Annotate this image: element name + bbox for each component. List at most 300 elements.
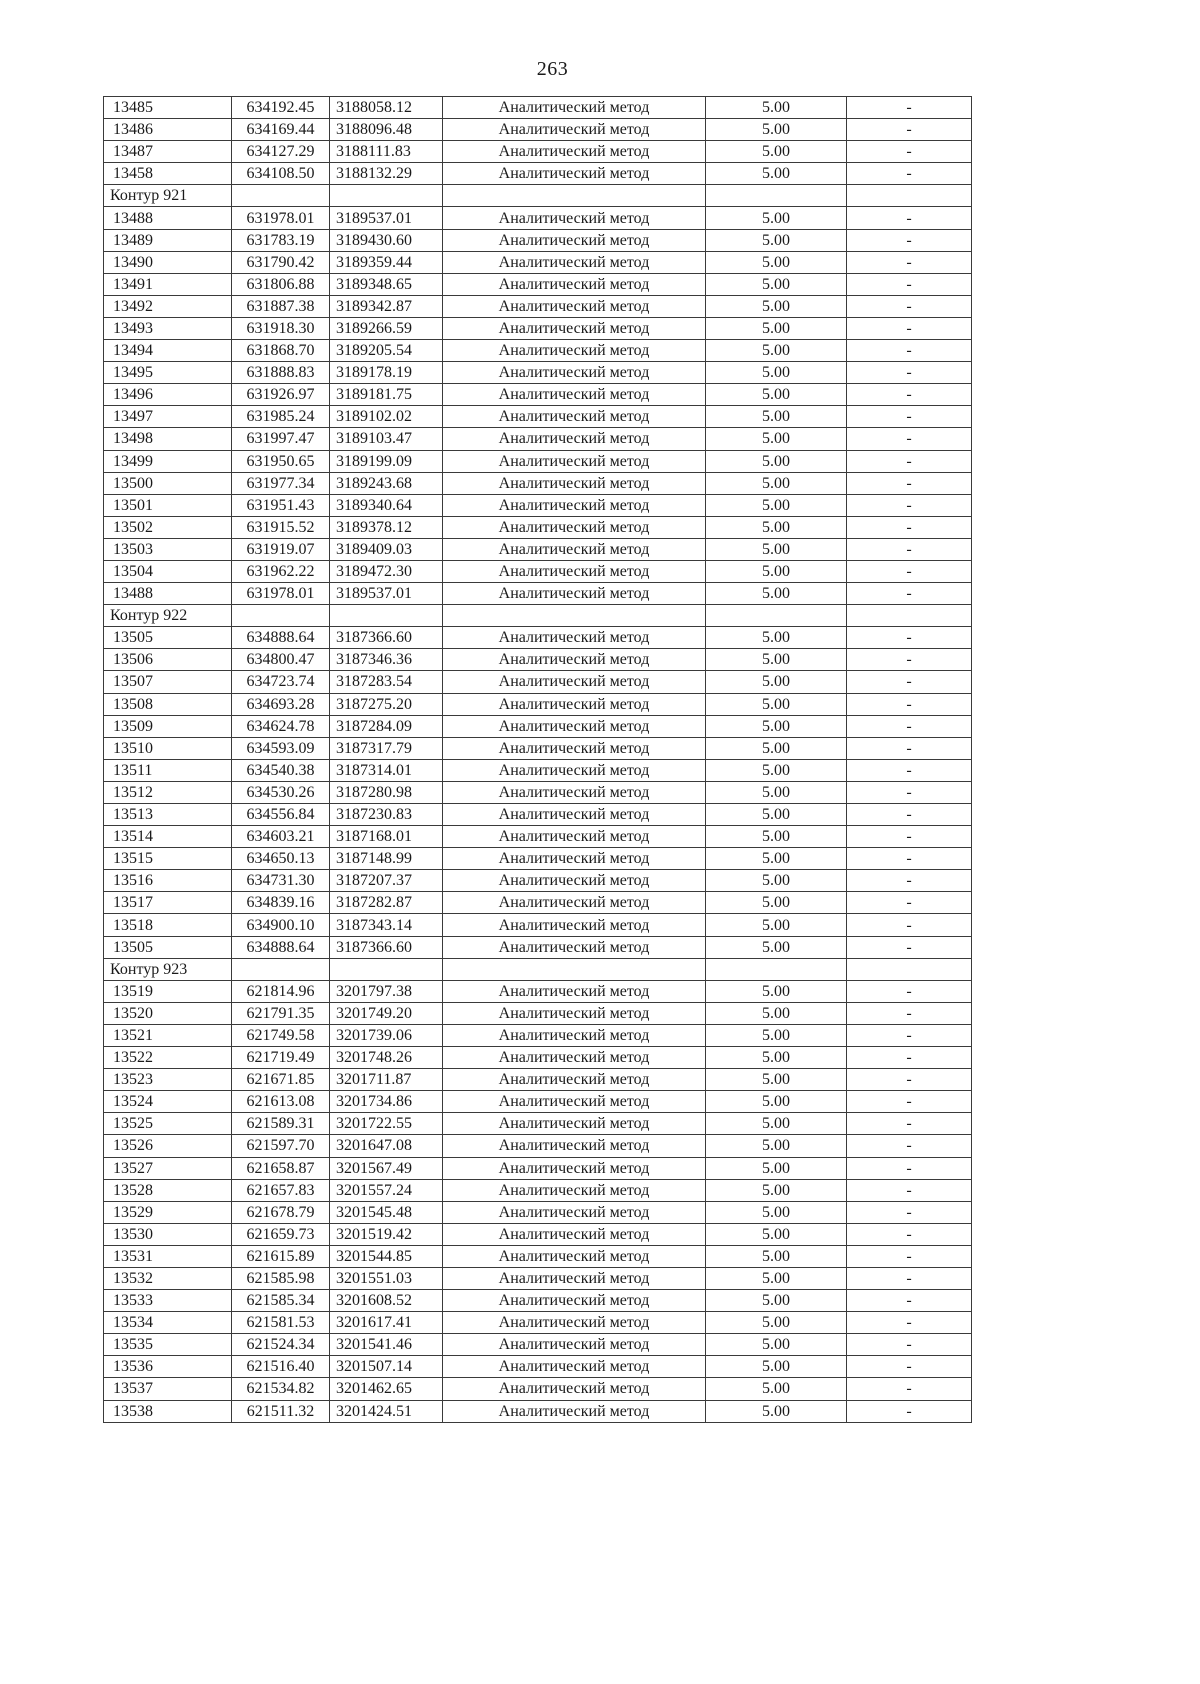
table-row [104, 980, 972, 1002]
description-cell: - [847, 671, 972, 693]
accuracy-cell: 5.00 [706, 1091, 847, 1113]
description-cell: - [847, 1356, 972, 1378]
y-coordinate-cell: 3187343.14 [330, 914, 443, 936]
point-number-cell: 13497 [104, 406, 232, 428]
point-number-cell: 13489 [104, 229, 232, 251]
x-coordinate-cell: 621671.85 [232, 1069, 330, 1091]
empty-cell [443, 958, 706, 980]
point-number-cell: 13508 [104, 693, 232, 715]
point-number-cell: 13502 [104, 516, 232, 538]
point-number-cell: 13506 [104, 649, 232, 671]
x-coordinate-cell: 621657.83 [232, 1179, 330, 1201]
point-number-cell: 13503 [104, 538, 232, 560]
point-number-cell: 13509 [104, 715, 232, 737]
description-cell: - [847, 1024, 972, 1046]
point-number-cell: 13515 [104, 848, 232, 870]
description-cell: - [847, 1135, 972, 1157]
accuracy-cell: 5.00 [706, 97, 847, 119]
accuracy-cell: 5.00 [706, 362, 847, 384]
point-number-cell: 13517 [104, 892, 232, 914]
y-coordinate-cell: 3187317.79 [330, 737, 443, 759]
method-cell: Аналитический метод [443, 494, 706, 516]
table-row [104, 693, 972, 715]
accuracy-cell: 5.00 [706, 1356, 847, 1378]
accuracy-cell: 5.00 [706, 870, 847, 892]
x-coordinate-cell: 621585.98 [232, 1267, 330, 1289]
accuracy-cell: 5.00 [706, 892, 847, 914]
method-cell: Аналитический метод [443, 97, 706, 119]
accuracy-cell: 5.00 [706, 759, 847, 781]
method-cell: Аналитический метод [443, 428, 706, 450]
table-row [104, 1400, 972, 1422]
y-coordinate-cell: 3187284.09 [330, 715, 443, 737]
method-cell: Аналитический метод [443, 1135, 706, 1157]
table-row [104, 1378, 972, 1400]
description-cell: - [847, 1069, 972, 1091]
method-cell: Аналитический метод [443, 583, 706, 605]
y-coordinate-cell: 3201748.26 [330, 1047, 443, 1069]
x-coordinate-cell: 621719.49 [232, 1047, 330, 1069]
point-number-cell: 13525 [104, 1113, 232, 1135]
description-cell: - [847, 737, 972, 759]
contour-label: Контур 921 [104, 185, 232, 207]
y-coordinate-cell: 3201462.65 [330, 1378, 443, 1400]
table-row [104, 251, 972, 273]
x-coordinate-cell: 621597.70 [232, 1135, 330, 1157]
description-cell: - [847, 804, 972, 826]
x-coordinate-cell: 621814.96 [232, 980, 330, 1002]
method-cell: Аналитический метод [443, 229, 706, 251]
y-coordinate-cell: 3201541.46 [330, 1334, 443, 1356]
y-coordinate-cell: 3189430.60 [330, 229, 443, 251]
table-row [104, 340, 972, 362]
x-coordinate-cell: 621658.87 [232, 1157, 330, 1179]
description-cell: - [847, 141, 972, 163]
y-coordinate-cell: 3187366.60 [330, 627, 443, 649]
accuracy-cell: 5.00 [706, 406, 847, 428]
method-cell: Аналитический метод [443, 936, 706, 958]
method-cell: Аналитический метод [443, 1245, 706, 1267]
y-coordinate-cell: 3189409.03 [330, 538, 443, 560]
y-coordinate-cell: 3188132.29 [330, 163, 443, 185]
table-row [104, 472, 972, 494]
table-row [104, 1201, 972, 1223]
description-cell: - [847, 1245, 972, 1267]
table-row [104, 627, 972, 649]
description-cell: - [847, 649, 972, 671]
description-cell: - [847, 781, 972, 803]
point-number-cell: 13518 [104, 914, 232, 936]
table-row [104, 560, 972, 582]
table-row [104, 384, 972, 406]
method-cell: Аналитический метод [443, 1002, 706, 1024]
contour-label: Контур 923 [104, 958, 232, 980]
point-number-cell: 13522 [104, 1047, 232, 1069]
point-number-cell: 13512 [104, 781, 232, 803]
method-cell: Аналитический метод [443, 649, 706, 671]
y-coordinate-cell: 3201617.41 [330, 1312, 443, 1334]
table-row [104, 848, 972, 870]
y-coordinate-cell: 3189266.59 [330, 317, 443, 339]
method-cell: Аналитический метод [443, 384, 706, 406]
point-number-cell: 13490 [104, 251, 232, 273]
y-coordinate-cell: 3189359.44 [330, 251, 443, 273]
table-row [104, 428, 972, 450]
y-coordinate-cell: 3187346.36 [330, 649, 443, 671]
accuracy-cell: 5.00 [706, 1378, 847, 1400]
description-cell: - [847, 229, 972, 251]
accuracy-cell: 5.00 [706, 804, 847, 826]
description-cell: - [847, 715, 972, 737]
y-coordinate-cell: 3201797.38 [330, 980, 443, 1002]
y-coordinate-cell: 3188096.48 [330, 119, 443, 141]
description-cell: - [847, 980, 972, 1002]
description-cell: - [847, 119, 972, 141]
accuracy-cell: 5.00 [706, 1267, 847, 1289]
accuracy-cell: 5.00 [706, 472, 847, 494]
method-cell: Аналитический метод [443, 1069, 706, 1091]
description-cell: - [847, 1378, 972, 1400]
accuracy-cell: 5.00 [706, 1223, 847, 1245]
empty-cell [232, 605, 330, 627]
method-cell: Аналитический метод [443, 848, 706, 870]
x-coordinate-cell: 621534.82 [232, 1378, 330, 1400]
y-coordinate-cell: 3201544.85 [330, 1245, 443, 1267]
contour-label: Контур 922 [104, 605, 232, 627]
point-number-cell: 13529 [104, 1201, 232, 1223]
point-number-cell: 13513 [104, 804, 232, 826]
x-coordinate-cell: 634192.45 [232, 97, 330, 119]
accuracy-cell: 5.00 [706, 671, 847, 693]
point-number-cell: 13494 [104, 340, 232, 362]
method-cell: Аналитический метод [443, 1201, 706, 1223]
description-cell: - [847, 914, 972, 936]
x-coordinate-cell: 634888.64 [232, 936, 330, 958]
y-coordinate-cell: 3189378.12 [330, 516, 443, 538]
point-number-cell: 13537 [104, 1378, 232, 1400]
description-cell: - [847, 295, 972, 317]
empty-cell [443, 605, 706, 627]
table-row [104, 273, 972, 295]
table-row [104, 317, 972, 339]
description-cell: - [847, 207, 972, 229]
description-cell: - [847, 317, 972, 339]
accuracy-cell: 5.00 [706, 1113, 847, 1135]
method-cell: Аналитический метод [443, 715, 706, 737]
method-cell: Аналитический метод [443, 472, 706, 494]
table-row [104, 1312, 972, 1334]
point-number-cell: 13458 [104, 163, 232, 185]
x-coordinate-cell: 631951.43 [232, 494, 330, 516]
description-cell: - [847, 1223, 972, 1245]
table-row [104, 1024, 972, 1046]
description-cell: - [847, 1157, 972, 1179]
description-cell: - [847, 251, 972, 273]
description-cell: - [847, 428, 972, 450]
empty-cell [232, 185, 330, 207]
contour-header-row [104, 958, 972, 980]
method-cell: Аналитический метод [443, 1223, 706, 1245]
description-cell: - [847, 1002, 972, 1024]
accuracy-cell: 5.00 [706, 1312, 847, 1334]
table-row [104, 804, 972, 826]
accuracy-cell: 5.00 [706, 737, 847, 759]
y-coordinate-cell: 3201424.51 [330, 1400, 443, 1422]
accuracy-cell: 5.00 [706, 163, 847, 185]
table-row [104, 1356, 972, 1378]
description-cell: - [847, 870, 972, 892]
y-coordinate-cell: 3189537.01 [330, 207, 443, 229]
accuracy-cell: 5.00 [706, 715, 847, 737]
x-coordinate-cell: 634530.26 [232, 781, 330, 803]
x-coordinate-cell: 634888.64 [232, 627, 330, 649]
x-coordinate-cell: 634624.78 [232, 715, 330, 737]
method-cell: Аналитический метод [443, 362, 706, 384]
page-number: 263 [536, 58, 569, 80]
y-coordinate-cell: 3189205.54 [330, 340, 443, 362]
y-coordinate-cell: 3189243.68 [330, 472, 443, 494]
point-number-cell: 13520 [104, 1002, 232, 1024]
point-number-cell: 13491 [104, 273, 232, 295]
accuracy-cell: 5.00 [706, 494, 847, 516]
table-row [104, 1223, 972, 1245]
x-coordinate-cell: 634800.47 [232, 649, 330, 671]
point-number-cell: 13516 [104, 870, 232, 892]
point-number-cell: 13526 [104, 1135, 232, 1157]
y-coordinate-cell: 3187283.54 [330, 671, 443, 693]
method-cell: Аналитический метод [443, 737, 706, 759]
x-coordinate-cell: 631977.34 [232, 472, 330, 494]
point-number-cell: 13500 [104, 472, 232, 494]
table-row [104, 516, 972, 538]
y-coordinate-cell: 3201557.24 [330, 1179, 443, 1201]
x-coordinate-cell: 621678.79 [232, 1201, 330, 1223]
table-row [104, 671, 972, 693]
table-row [104, 737, 972, 759]
accuracy-cell: 5.00 [706, 273, 847, 295]
description-cell: - [847, 627, 972, 649]
x-coordinate-cell: 631985.24 [232, 406, 330, 428]
accuracy-cell: 5.00 [706, 428, 847, 450]
accuracy-cell: 5.00 [706, 1290, 847, 1312]
method-cell: Аналитический метод [443, 450, 706, 472]
x-coordinate-cell: 621511.32 [232, 1400, 330, 1422]
point-number-cell: 13534 [104, 1312, 232, 1334]
accuracy-cell: 5.00 [706, 340, 847, 362]
accuracy-cell: 5.00 [706, 1002, 847, 1024]
coordinates-table-body [104, 97, 972, 1423]
method-cell: Аналитический метод [443, 980, 706, 1002]
point-number-cell: 13504 [104, 560, 232, 582]
y-coordinate-cell: 3201711.87 [330, 1069, 443, 1091]
accuracy-cell: 5.00 [706, 1179, 847, 1201]
method-cell: Аналитический метод [443, 1157, 706, 1179]
description-cell: - [847, 1047, 972, 1069]
point-number-cell: 13514 [104, 826, 232, 848]
accuracy-cell: 5.00 [706, 848, 847, 870]
table-row [104, 119, 972, 141]
accuracy-cell: 5.00 [706, 1135, 847, 1157]
accuracy-cell: 5.00 [706, 538, 847, 560]
description-cell: - [847, 1113, 972, 1135]
y-coordinate-cell: 3201647.08 [330, 1135, 443, 1157]
method-cell: Аналитический метод [443, 693, 706, 715]
x-coordinate-cell: 631868.70 [232, 340, 330, 362]
description-cell: - [847, 936, 972, 958]
method-cell: Аналитический метод [443, 560, 706, 582]
empty-cell [706, 185, 847, 207]
x-coordinate-cell: 631962.22 [232, 560, 330, 582]
x-coordinate-cell: 621516.40 [232, 1356, 330, 1378]
y-coordinate-cell: 3201545.48 [330, 1201, 443, 1223]
y-coordinate-cell: 3187366.60 [330, 936, 443, 958]
y-coordinate-cell: 3189103.47 [330, 428, 443, 450]
point-number-cell: 13510 [104, 737, 232, 759]
x-coordinate-cell: 631950.65 [232, 450, 330, 472]
y-coordinate-cell: 3187275.20 [330, 693, 443, 715]
x-coordinate-cell: 634900.10 [232, 914, 330, 936]
y-coordinate-cell: 3201739.06 [330, 1024, 443, 1046]
description-cell: - [847, 406, 972, 428]
y-coordinate-cell: 3201551.03 [330, 1267, 443, 1289]
method-cell: Аналитический метод [443, 538, 706, 560]
y-coordinate-cell: 3201608.52 [330, 1290, 443, 1312]
y-coordinate-cell: 3201567.49 [330, 1157, 443, 1179]
method-cell: Аналитический метод [443, 516, 706, 538]
x-coordinate-cell: 621615.89 [232, 1245, 330, 1267]
point-number-cell: 13531 [104, 1245, 232, 1267]
table-row [104, 1267, 972, 1289]
coordinates-table [103, 96, 972, 1423]
x-coordinate-cell: 631887.38 [232, 295, 330, 317]
description-cell: - [847, 1091, 972, 1113]
contour-header-row [104, 185, 972, 207]
table-row [104, 583, 972, 605]
x-coordinate-cell: 621791.35 [232, 1002, 330, 1024]
point-number-cell: 13532 [104, 1267, 232, 1289]
accuracy-cell: 5.00 [706, 1245, 847, 1267]
empty-cell [706, 605, 847, 627]
table-row [104, 1091, 972, 1113]
accuracy-cell: 5.00 [706, 141, 847, 163]
x-coordinate-cell: 634127.29 [232, 141, 330, 163]
x-coordinate-cell: 621581.53 [232, 1312, 330, 1334]
accuracy-cell: 5.00 [706, 1024, 847, 1046]
y-coordinate-cell: 3189340.64 [330, 494, 443, 516]
x-coordinate-cell: 634731.30 [232, 870, 330, 892]
y-coordinate-cell: 3187148.99 [330, 848, 443, 870]
table-row [104, 163, 972, 185]
point-number-cell: 13495 [104, 362, 232, 384]
method-cell: Аналитический метод [443, 1091, 706, 1113]
accuracy-cell: 5.00 [706, 1334, 847, 1356]
point-number-cell: 13486 [104, 119, 232, 141]
accuracy-cell: 5.00 [706, 317, 847, 339]
empty-cell [706, 958, 847, 980]
x-coordinate-cell: 631806.88 [232, 273, 330, 295]
x-coordinate-cell: 631978.01 [232, 583, 330, 605]
table-row [104, 295, 972, 317]
method-cell: Аналитический метод [443, 1334, 706, 1356]
description-cell: - [847, 472, 972, 494]
table-row [104, 781, 972, 803]
point-number-cell: 13536 [104, 1356, 232, 1378]
point-number-cell: 13505 [104, 627, 232, 649]
table-row [104, 649, 972, 671]
x-coordinate-cell: 634839.16 [232, 892, 330, 914]
accuracy-cell: 5.00 [706, 119, 847, 141]
y-coordinate-cell: 3201507.14 [330, 1356, 443, 1378]
method-cell: Аналитический метод [443, 1400, 706, 1422]
table-row [104, 229, 972, 251]
y-coordinate-cell: 3189102.02 [330, 406, 443, 428]
accuracy-cell: 5.00 [706, 1157, 847, 1179]
method-cell: Аналитический метод [443, 1356, 706, 1378]
point-number-cell: 13501 [104, 494, 232, 516]
y-coordinate-cell: 3201519.42 [330, 1223, 443, 1245]
point-number-cell: 13527 [104, 1157, 232, 1179]
point-number-cell: 13488 [104, 207, 232, 229]
method-cell: Аналитический метод [443, 251, 706, 273]
accuracy-cell: 5.00 [706, 1400, 847, 1422]
point-number-cell: 13519 [104, 980, 232, 1002]
method-cell: Аналитический метод [443, 870, 706, 892]
x-coordinate-cell: 634540.38 [232, 759, 330, 781]
empty-cell [330, 185, 443, 207]
x-coordinate-cell: 631783.19 [232, 229, 330, 251]
y-coordinate-cell: 3189342.87 [330, 295, 443, 317]
description-cell: - [847, 97, 972, 119]
contour-header-row [104, 605, 972, 627]
y-coordinate-cell: 3189181.75 [330, 384, 443, 406]
description-cell: - [847, 538, 972, 560]
x-coordinate-cell: 634723.74 [232, 671, 330, 693]
description-cell: - [847, 163, 972, 185]
accuracy-cell: 5.00 [706, 229, 847, 251]
table-row [104, 1135, 972, 1157]
table-row [104, 936, 972, 958]
description-cell: - [847, 273, 972, 295]
x-coordinate-cell: 631918.30 [232, 317, 330, 339]
point-number-cell: 13499 [104, 450, 232, 472]
description-cell: - [847, 1179, 972, 1201]
method-cell: Аналитический метод [443, 892, 706, 914]
accuracy-cell: 5.00 [706, 384, 847, 406]
x-coordinate-cell: 621659.73 [232, 1223, 330, 1245]
accuracy-cell: 5.00 [706, 980, 847, 1002]
description-cell: - [847, 1334, 972, 1356]
method-cell: Аналитический метод [443, 781, 706, 803]
table-row [104, 1047, 972, 1069]
x-coordinate-cell: 634693.28 [232, 693, 330, 715]
accuracy-cell: 5.00 [706, 516, 847, 538]
x-coordinate-cell: 634556.84 [232, 804, 330, 826]
point-number-cell: 13505 [104, 936, 232, 958]
y-coordinate-cell: 3189199.09 [330, 450, 443, 472]
point-number-cell: 13511 [104, 759, 232, 781]
point-number-cell: 13535 [104, 1334, 232, 1356]
y-coordinate-cell: 3187314.01 [330, 759, 443, 781]
description-cell: - [847, 1400, 972, 1422]
point-number-cell: 13523 [104, 1069, 232, 1091]
method-cell: Аналитический метод [443, 759, 706, 781]
point-number-cell: 13498 [104, 428, 232, 450]
empty-cell [330, 605, 443, 627]
table-row [104, 1002, 972, 1024]
table-row [104, 759, 972, 781]
method-cell: Аналитический метод [443, 1113, 706, 1135]
x-coordinate-cell: 634593.09 [232, 737, 330, 759]
